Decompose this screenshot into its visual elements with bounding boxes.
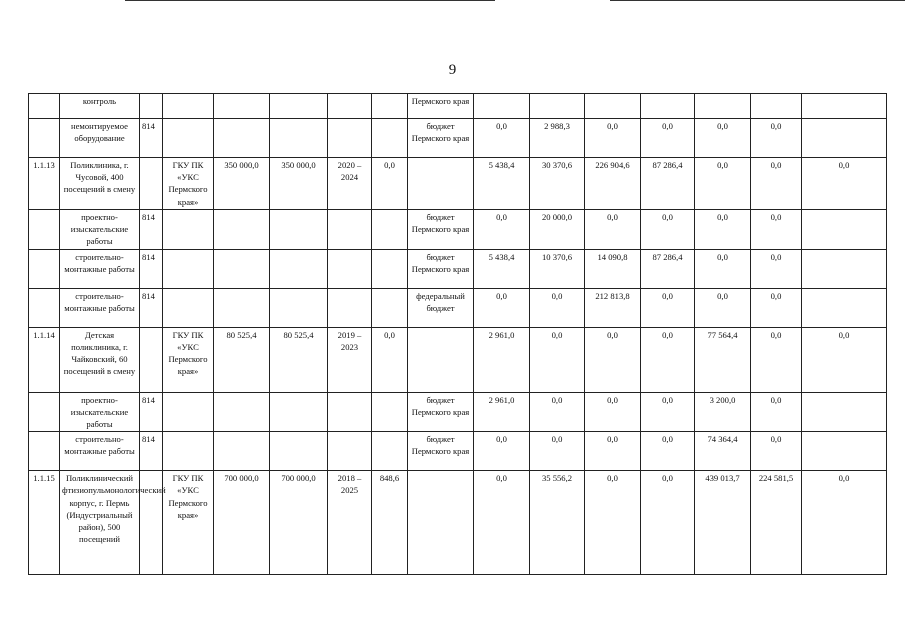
prior-funding-cell	[372, 249, 408, 288]
remaining-cost-cell	[270, 94, 328, 119]
value-2-cell: 0,0	[530, 432, 585, 471]
value-5-cell: 0,0	[695, 119, 751, 158]
value-5-cell: 0,0	[695, 210, 751, 250]
value-4-cell: 0,0	[641, 471, 695, 575]
value-3-cell: 0,0	[585, 327, 641, 392]
remaining-cost-cell	[270, 432, 328, 471]
remaining-cost-cell	[270, 210, 328, 250]
value-4-cell: 87 286,4	[641, 249, 695, 288]
value-6-cell: 224 581,5	[751, 471, 802, 575]
customer-cell	[163, 210, 214, 250]
prior-funding-cell: 0,0	[372, 158, 408, 210]
table-row	[29, 210, 887, 250]
value-4-cell: 0,0	[641, 288, 695, 327]
prior-funding-cell	[372, 119, 408, 158]
customer-cell	[163, 288, 214, 327]
prior-funding-cell	[372, 392, 408, 432]
budget-code-cell: 814	[140, 119, 163, 158]
value-2-cell: 10 370,6	[530, 249, 585, 288]
value-7-cell	[802, 249, 887, 288]
funding-source-cell	[408, 327, 474, 392]
item-name-cell: проектно-изыскательские работы	[60, 392, 140, 432]
estimated-cost-cell	[214, 94, 270, 119]
value-6-cell: 0,0	[751, 432, 802, 471]
row-number-cell	[29, 392, 60, 432]
value-2-cell: 2 988,3	[530, 119, 585, 158]
value-3-cell: 0,0	[585, 210, 641, 250]
prior-funding-cell: 848,6	[372, 471, 408, 575]
period-cell	[328, 392, 372, 432]
value-4-cell: 87 286,4	[641, 158, 695, 210]
remaining-cost-cell	[270, 392, 328, 432]
value-3-cell: 14 090,8	[585, 249, 641, 288]
value-6-cell: 0,0	[751, 119, 802, 158]
period-cell	[328, 119, 372, 158]
row-number-cell	[29, 119, 60, 158]
value-7-cell: 0,0	[802, 327, 887, 392]
value-2-cell	[530, 94, 585, 119]
value-1-cell: 0,0	[474, 471, 530, 575]
table-row	[29, 432, 887, 471]
value-1-cell: 0,0	[474, 210, 530, 250]
value-1-cell: 2 961,0	[474, 392, 530, 432]
estimated-cost-cell: 80 525,4	[214, 327, 270, 392]
top-rule-left	[125, 0, 495, 1]
remaining-cost-cell: 80 525,4	[270, 327, 328, 392]
period-cell	[328, 249, 372, 288]
customer-cell: ГКУ ПК «УКС Пермского края»	[163, 471, 214, 575]
table-row	[29, 471, 887, 575]
budget-code-cell: 814	[140, 249, 163, 288]
value-4-cell: 0,0	[641, 210, 695, 250]
period-cell: 2019 – 2023	[328, 327, 372, 392]
funding-source-cell: федеральный бюджет	[408, 288, 474, 327]
value-1-cell: 0,0	[474, 432, 530, 471]
value-6-cell: 0,0	[751, 288, 802, 327]
prior-funding-cell	[372, 94, 408, 119]
customer-cell	[163, 119, 214, 158]
budget-code-cell: 814	[140, 288, 163, 327]
value-6-cell: 0,0	[751, 392, 802, 432]
item-name-cell: проектно-изыскательские работы	[60, 210, 140, 250]
value-5-cell: 3 200,0	[695, 392, 751, 432]
funding-source-cell: Пермского края	[408, 94, 474, 119]
estimated-cost-cell	[214, 432, 270, 471]
remaining-cost-cell: 700 000,0	[270, 471, 328, 575]
value-7-cell	[802, 119, 887, 158]
customer-cell	[163, 94, 214, 119]
value-2-cell: 30 370,6	[530, 158, 585, 210]
row-number-cell	[29, 210, 60, 250]
period-cell	[328, 288, 372, 327]
remaining-cost-cell	[270, 249, 328, 288]
estimated-cost-cell: 350 000,0	[214, 158, 270, 210]
table-row	[29, 327, 887, 392]
remaining-cost-cell	[270, 288, 328, 327]
prior-funding-cell	[372, 432, 408, 471]
value-4-cell: 0,0	[641, 119, 695, 158]
remaining-cost-cell	[270, 119, 328, 158]
value-6-cell	[751, 94, 802, 119]
value-1-cell: 0,0	[474, 119, 530, 158]
customer-cell	[163, 249, 214, 288]
budget-code-cell: 814	[140, 210, 163, 250]
funding-source-cell: бюджет Пермского края	[408, 392, 474, 432]
budget-code-cell	[140, 327, 163, 392]
item-name-cell: Поликлиника, г. Чусовой, 400 посещений в смену	[60, 158, 140, 210]
value-7-cell: 0,0	[802, 471, 887, 575]
program-table	[28, 93, 887, 575]
row-number-cell: 1.1.13	[29, 158, 60, 210]
value-3-cell	[585, 94, 641, 119]
value-3-cell: 226 904,6	[585, 158, 641, 210]
estimated-cost-cell	[214, 288, 270, 327]
table-row	[29, 119, 887, 158]
value-6-cell: 0,0	[751, 158, 802, 210]
funding-source-cell: бюджет Пермского края	[408, 432, 474, 471]
prior-funding-cell	[372, 288, 408, 327]
value-4-cell: 0,0	[641, 392, 695, 432]
value-7-cell	[802, 94, 887, 119]
remaining-cost-cell: 350 000,0	[270, 158, 328, 210]
period-cell	[328, 210, 372, 250]
customer-cell	[163, 392, 214, 432]
value-6-cell: 0,0	[751, 327, 802, 392]
budget-code-cell	[140, 158, 163, 210]
value-5-cell: 77 564,4	[695, 327, 751, 392]
customer-cell: ГКУ ПК «УКС Пермского края»	[163, 327, 214, 392]
value-4-cell	[641, 94, 695, 119]
estimated-cost-cell	[214, 119, 270, 158]
item-name-cell: строительно-монтажные работы	[60, 249, 140, 288]
row-number-cell	[29, 249, 60, 288]
table-row	[29, 288, 887, 327]
value-2-cell: 0,0	[530, 392, 585, 432]
value-5-cell: 0,0	[695, 249, 751, 288]
row-number-cell	[29, 288, 60, 327]
value-5-cell: 0,0	[695, 288, 751, 327]
value-2-cell: 0,0	[530, 288, 585, 327]
value-3-cell: 212 813,8	[585, 288, 641, 327]
funding-source-cell: бюджет Пермского края	[408, 210, 474, 250]
value-7-cell	[802, 210, 887, 250]
customer-cell	[163, 432, 214, 471]
value-5-cell: 439 013,7	[695, 471, 751, 575]
table-row	[29, 158, 887, 210]
prior-funding-cell	[372, 210, 408, 250]
estimated-cost-cell: 700 000,0	[214, 471, 270, 575]
top-rule-right	[610, 0, 905, 1]
item-name-cell: Поликлинический фтизиопульмонологический корпус, г. Пермь (Индустриальный район), 500 посещений	[60, 471, 140, 575]
value-4-cell: 0,0	[641, 327, 695, 392]
item-name-cell: строительно-монтажные работы	[60, 288, 140, 327]
value-7-cell	[802, 392, 887, 432]
funding-source-cell	[408, 158, 474, 210]
value-1-cell: 0,0	[474, 288, 530, 327]
value-3-cell: 0,0	[585, 471, 641, 575]
value-3-cell: 0,0	[585, 432, 641, 471]
period-cell: 2020 – 2024	[328, 158, 372, 210]
value-2-cell: 20 000,0	[530, 210, 585, 250]
table-row	[29, 392, 887, 432]
period-cell	[328, 94, 372, 119]
funding-source-cell	[408, 471, 474, 575]
value-7-cell	[802, 432, 887, 471]
item-name-cell: контроль	[60, 94, 140, 119]
value-5-cell: 74 364,4	[695, 432, 751, 471]
value-1-cell: 5 438,4	[474, 158, 530, 210]
estimated-cost-cell	[214, 392, 270, 432]
period-cell	[328, 432, 372, 471]
value-1-cell: 5 438,4	[474, 249, 530, 288]
customer-cell: ГКУ ПК «УКС Пермского края»	[163, 158, 214, 210]
value-5-cell: 0,0	[695, 158, 751, 210]
estimated-cost-cell	[214, 249, 270, 288]
value-5-cell	[695, 94, 751, 119]
period-cell: 2018 – 2025	[328, 471, 372, 575]
value-3-cell: 0,0	[585, 119, 641, 158]
value-1-cell	[474, 94, 530, 119]
budget-code-cell	[140, 94, 163, 119]
value-2-cell: 35 556,2	[530, 471, 585, 575]
value-7-cell	[802, 288, 887, 327]
value-6-cell: 0,0	[751, 210, 802, 250]
value-1-cell: 2 961,0	[474, 327, 530, 392]
estimated-cost-cell	[214, 210, 270, 250]
funding-source-cell: бюджет Пермского края	[408, 119, 474, 158]
funding-source-cell: бюджет Пермского края	[408, 249, 474, 288]
item-name-cell: Детская поликлиника, г. Чайковский, 60 посещений в смену	[60, 327, 140, 392]
budget-code-cell: 814	[140, 392, 163, 432]
table-row	[29, 249, 887, 288]
item-name-cell: немонтируемое оборудование	[60, 119, 140, 158]
row-number-cell	[29, 432, 60, 471]
budget-code-cell: 814	[140, 432, 163, 471]
row-number-cell: 1.1.14	[29, 327, 60, 392]
item-name-cell: строительно-монтажные работы	[60, 432, 140, 471]
value-4-cell: 0,0	[641, 432, 695, 471]
table-row	[29, 94, 887, 119]
page-number: 9	[448, 62, 457, 78]
value-6-cell: 0,0	[751, 249, 802, 288]
prior-funding-cell: 0,0	[372, 327, 408, 392]
value-7-cell: 0,0	[802, 158, 887, 210]
row-number-cell: 1.1.15	[29, 471, 60, 575]
value-3-cell: 0,0	[585, 392, 641, 432]
value-2-cell: 0,0	[530, 327, 585, 392]
row-number-cell	[29, 94, 60, 119]
